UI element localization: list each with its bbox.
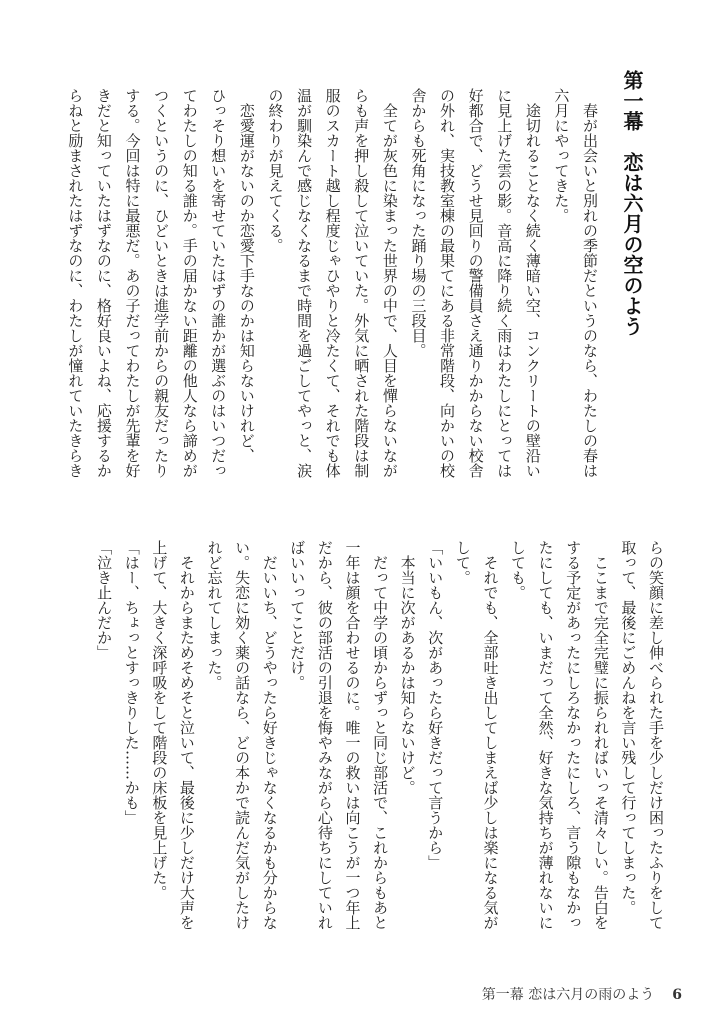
text-column: 一年は顔を合わせるのに。唯一の救いは向こうが一つ年上	[343, 540, 362, 930]
text-column: ひっそり想いを寄せていたはずの誰かが選ぶのはいつだっ	[209, 88, 228, 478]
text-column: 途切れることなく続く薄暗い空、コンクリートの壁沿い	[523, 88, 542, 478]
text-column: それからまためそめそと泣いて、最後に少しだけ大声を	[177, 540, 196, 930]
chapter-title: 第一幕 恋は六月の空のよう	[620, 70, 644, 337]
text-column: 舎からも死角になった踊り場の三段目。	[409, 88, 428, 358]
text-column: きだと知っていたはずなのに、格好良いよね、応援するか	[94, 88, 113, 478]
text-column: てわたしの知る誰か。手の届かない距離の他人なら諦めが	[180, 88, 199, 478]
text-column: する予定があったにしろなかったにしろ、言う隙もなかっ	[564, 540, 583, 930]
text-column: らの笑顔に差し伸べられた手を少しだけ困ったふりをして	[647, 540, 665, 930]
text-column: らねと励まされたはずなのに、わたしが憧れていたきらき	[66, 88, 85, 478]
text-column: の終わりが見えてくる。	[266, 88, 285, 253]
text-column: ばいいってことだけ。	[288, 540, 307, 690]
body-text-top	[61, 88, 604, 480]
text-column: だって中学の頃からずっと同じ部活で、これからもあと	[371, 540, 390, 930]
running-title: 第一幕 恋は六月の雨のよう	[481, 987, 655, 1003]
text-column: らも声を押し殺して泣いていた。外気に晒された階段は制	[352, 88, 371, 478]
text-column: 六月にやってきた。	[552, 88, 571, 223]
page-number: 6	[672, 987, 682, 1003]
text-column: い。失恋に効く薬の話なら、どの本かで読んだ気がしたけ	[233, 540, 252, 930]
text-column: の外れ、実技教室棟の最果てにある非常階段、向かいの校	[438, 88, 457, 478]
text-column: する。今回は特に最悪だ。あの子だってわたしが先輩を好	[123, 88, 142, 478]
text-column: 「泣き止んだか」	[95, 540, 114, 660]
page-footer	[473, 968, 682, 1004]
text-column: 全てが灰色に染まった世界の中で、人目を憚らないなが	[380, 88, 399, 478]
text-column: れど忘れてしまった。	[205, 540, 224, 690]
text-column: たにしても、いまだって全然、好きな気持ちが薄れないに	[536, 540, 555, 930]
text-column: つくというのに、ひどいときは進学前からの親友だったり	[152, 88, 171, 478]
text-column: 恋愛運がないのか恋愛下手なのかは知らないけれど、	[237, 88, 256, 463]
text-column: 「いいもん、次があったら好きだって言うから」	[426, 540, 445, 870]
text-column: 好都合で、どうせ見回りの警備員さえ通りかからない校舎	[466, 88, 485, 478]
text-column: に見上げた雲の影。音高に降り続く雨はわたしにとっては	[495, 88, 514, 478]
text-column: 温が馴染んで感じなくなるまで時間を過ごしてやっと、涙	[295, 88, 314, 478]
body-text-bottom	[90, 540, 669, 932]
text-column: 本当に次があるかは知らないけど。	[398, 540, 417, 795]
text-column: しても。	[509, 540, 528, 600]
text-column: して。	[453, 540, 472, 585]
text-column: だいいち、どうやったら好きじゃなくなるかも分からな	[260, 540, 279, 930]
text-column: 取って、最後にごめんねを言い残して行ってしまった。	[619, 540, 638, 915]
text-column: それでも、全部吐き出してしまえば少しは楽になる気が	[481, 540, 500, 930]
text-column: 上げて、大きく深呼吸をして階段の床板を見上げた。	[150, 540, 169, 900]
text-column: ここまで完全完璧に振られればいっそ清々しい。告白を	[591, 540, 610, 930]
text-column: だから、彼の部活の引退を悔やみながら心待ちにしていれ	[315, 540, 334, 930]
text-column: 「はー、ちょっとすっきりした……かも」	[122, 540, 141, 825]
text-column: 春が出会いと別れの季節だというのなら、わたしの春は	[581, 88, 599, 478]
text-column: 服のスカート越し程度じゃひやりと冷たくて、それでも体	[323, 88, 342, 478]
